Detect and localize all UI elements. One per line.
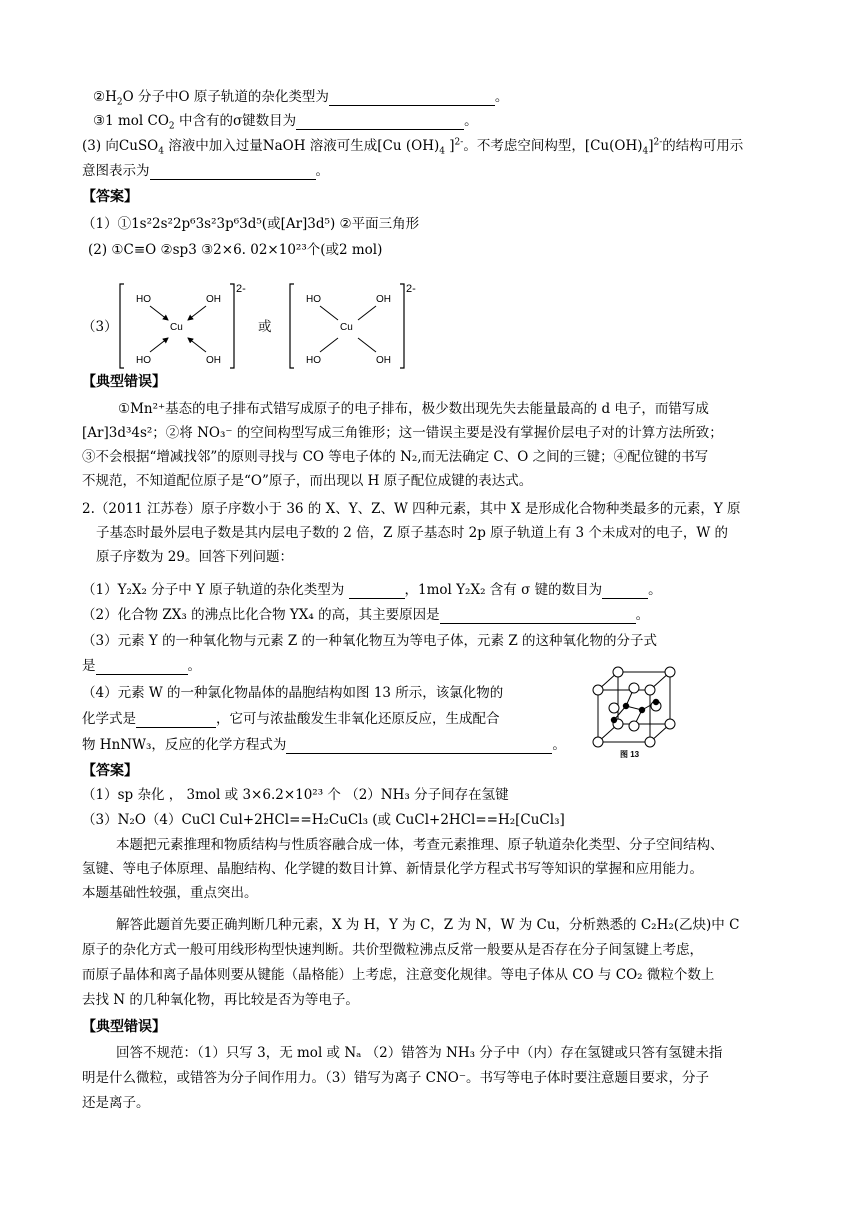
err1-line3: ③不会根据“增减找邻”的原则寻找与 CO 等电子体的 N₂,而无法确定 C、O 之间的三键；④配位键的书写 bbox=[82, 449, 709, 465]
ho-label: HO bbox=[136, 355, 151, 366]
figure-label: 图 13 bbox=[620, 750, 640, 759]
answer1-line1: （1）①1s²2s²2p⁶3s²3p⁶3d⁵(或[Ar]3d⁵) ②平面三角形 bbox=[82, 216, 420, 232]
oh-label: OH bbox=[206, 355, 221, 366]
answer1-line2: (2) ①C≡O ②sp3 ③2×6. 02×10²³个(或2 mol) bbox=[88, 242, 383, 258]
err1-line2: [Ar]3d³4s²；②将 NO₃⁻ 的空间构型写成三角锥形；这一错误主要是没有掌握价层电子对的计算方法所致； bbox=[82, 425, 723, 441]
oh-label: OH bbox=[206, 294, 221, 305]
answer1-or: 或 bbox=[258, 319, 272, 335]
blank-sigma-y2x2[interactable] bbox=[602, 584, 648, 599]
blank-z-oxide-formula[interactable] bbox=[96, 660, 188, 675]
blank-boiling-reason[interactable] bbox=[440, 609, 636, 624]
answer2-p1c: 本题基础性较强，重点突出。 bbox=[82, 885, 258, 901]
answer2-p2b: 原子的杂化方式一般可用线形构型快速判断。共价型微粒沸点反常一般要从是否存在分子间氢键上考虑， bbox=[82, 942, 703, 958]
answer2-line2: （3）N₂O（4）CuCl Cul+2HCl==H₂CuCl₃ (或 CuCl+2HCl==H₂[CuCl₃] bbox=[82, 812, 565, 828]
q1-line-h2o: $②H_2O$ 分子中O 原子轨道的杂化类型为 。 bbox=[93, 89, 509, 108]
oh-label: OH bbox=[376, 294, 391, 305]
answer2-p2a: 解答此题首先要正确判断几种元素，X 为 H，Y 为 C，Z 为 N，W 为 Cu，分析熟悉的 C₂H₂(乙炔)中 C bbox=[116, 917, 740, 933]
blank-equation[interactable] bbox=[286, 739, 552, 754]
answer2-p1b: 氢键、等电子体原理、晶胞结构、化学键的数目计算、新情景化学方程式书写等知识的掌握和应用能力。 bbox=[82, 861, 703, 877]
err2-line1: 回答不规范：（1）只写 3，无 mol 或 Nₐ （2）错答为 NH₃ 分子中（内）存在氢键或只答有氢键未指 bbox=[116, 1045, 723, 1061]
q2-line1: 2.（2011 江苏卷）原子序数小于 36 的 X、Y、Z、W 四种元素，其中 X 是形成化合物种类最多的元素，Y 原 bbox=[82, 501, 741, 517]
error-header-1: 【典型错误】 bbox=[82, 374, 166, 390]
q2-sub2: （2）化合物 ZX₃ 的沸点比化合物 YX₄ 的高，其主要原因是 。 bbox=[82, 607, 650, 623]
answer-header-2: 【答案】 bbox=[82, 763, 138, 779]
q2-sub4-cont1: 化学式是 ，它可与浓盐酸发生非氧化还原反应，生成配合 bbox=[82, 711, 500, 727]
oh-label: OH bbox=[376, 355, 391, 366]
q2-line2: 子基态时最外层电子数是其内层电子数的 2 倍，Z 原子基态时 2p 原子轨道上有 3 个未成对的电子，W 的 bbox=[96, 525, 728, 541]
q1-line-3: (3) 向CuSO$_4$ 溶液中加入过量NaOH 溶液可生成[Cu $(OH)_4$ ]$^{2-}$。不考虑空间构型，$[Cu(OH)_4]^{2-}$的结构可用示 bbox=[82, 137, 744, 157]
q2-sub3-cont: 是 。 bbox=[82, 658, 201, 674]
blank-y-hybrid[interactable] bbox=[349, 584, 405, 599]
charge-label: 2- bbox=[236, 283, 246, 295]
q2-sub4-cont2: 物 HnNW₃，反应的化学方程式为 。 bbox=[82, 737, 566, 753]
answer2-line1: （1）sp 杂化 ， 3mol 或 3×6.2×10²³ 个 （2）NH₃ 分子间存在氢键 bbox=[82, 787, 509, 803]
charge-label: 2- bbox=[406, 283, 416, 295]
answer2-p2c: 而原子晶体和离子晶体则要从键能（晶格能）上考虑，注意变化规律。等电子体从 CO 与 CO₂ 微粒个数上 bbox=[82, 967, 715, 983]
ho-label: HO bbox=[136, 294, 151, 305]
err2-line2: 明是什么微粒，或错答为分子间作用力。（3）错写为离子 CNO⁻。书写等电子体时要注意题目要求，分子 bbox=[82, 1070, 709, 1086]
answer2-p2d: 去找 N 的几种氧化物，再比较是否为等电子。 bbox=[82, 992, 359, 1008]
cu-label: Cu bbox=[170, 322, 183, 333]
crystal-cell-figure bbox=[580, 660, 690, 760]
q2-sub1: （1）Y₂X₂ 分子中 Y 原子轨道的杂化类型为 ，1mol Y₂X₂ 含有 σ 键的数目为 。 bbox=[82, 582, 662, 598]
cu-label: Cu bbox=[340, 322, 353, 333]
cu-oh4-diagram-lines bbox=[288, 280, 428, 372]
err2-line3: 还是离子。 bbox=[82, 1095, 150, 1111]
blank-sigma-count[interactable] bbox=[296, 115, 464, 130]
q2-line3: 原子序数为 29。回答下列问题： bbox=[96, 549, 293, 565]
blank-chloride-formula[interactable] bbox=[136, 713, 216, 728]
blank-structure[interactable] bbox=[150, 165, 316, 180]
q2-sub4: （4）元素 W 的一种氯化物晶体的晶胞结构如图 13 所示，该氯化物的 bbox=[82, 685, 504, 701]
ho-label: HO bbox=[306, 294, 321, 305]
blank-h2o-hybrid[interactable] bbox=[329, 91, 495, 106]
q1-line-co2: ③1 mol $CO_2$ 中含有的σ键数目为 。 bbox=[93, 113, 478, 132]
q2-sub3: （3）元素 Y 的一种氧化物与元素 Z 的一种氧化物互为等电子体，元素 Z 的这种氧化物的分子式 bbox=[82, 633, 658, 649]
ho-label: HO bbox=[306, 355, 321, 366]
err1-line4: 不规范，不知道配位原子是“O”原子，而出现以 H 原子配位成键的表达式。 bbox=[82, 473, 533, 489]
error-header-2: 【典型错误】 bbox=[82, 1019, 166, 1035]
answer-header-1: 【答案】 bbox=[82, 189, 138, 205]
q1-line-4: 意图表示为 。 bbox=[82, 163, 329, 179]
err1-line1: ①Mn²⁺基态的电子排布式错写成原子的电子排布，极少数出现先失去能量最高的 d 电子，而错写成 bbox=[118, 401, 709, 417]
cu-oh4-diagram-arrows bbox=[118, 280, 258, 372]
answer2-p1a: 本题把元素推理和物质结构与性质容融合成一体，考查元素推理、原子轨道杂化类型、分子空间结构、 bbox=[116, 837, 724, 853]
answer1-label-3: （3） bbox=[82, 319, 118, 335]
